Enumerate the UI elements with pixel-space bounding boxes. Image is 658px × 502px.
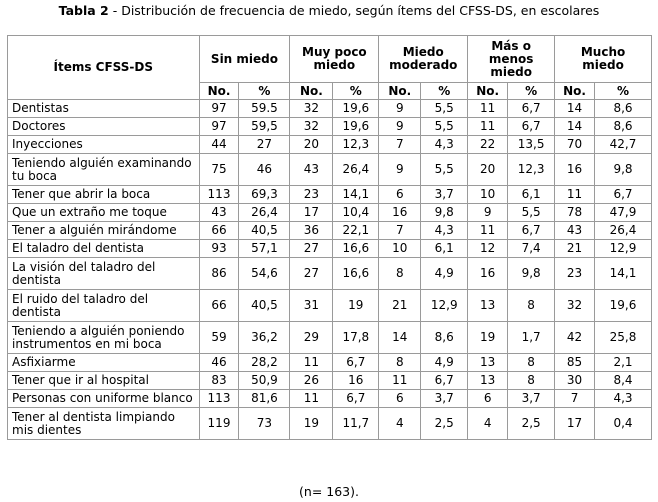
table-row <box>8 290 652 322</box>
header-muy-poco-miedo: Muy poco miedo <box>290 36 379 83</box>
percent-cell: 6,1 <box>421 240 468 258</box>
subheader-no: No. <box>199 83 239 100</box>
percent-cell: 14,1 <box>595 258 652 290</box>
item-name: Teniendo alguién examinando tu boca <box>8 154 200 186</box>
count-cell: 20 <box>468 154 508 186</box>
percent-cell: 5,5 <box>421 154 468 186</box>
count-cell: 21 <box>555 240 595 258</box>
count-cell: 85 <box>555 354 595 372</box>
percent-cell: 6,7 <box>595 186 652 204</box>
percent-cell: 73 <box>239 408 290 440</box>
percent-cell: 40,5 <box>239 290 290 322</box>
table-row <box>8 372 652 390</box>
percent-cell: 5,5 <box>421 118 468 136</box>
subheader-percent: % <box>421 83 468 100</box>
item-name: Dentistas <box>8 100 200 118</box>
table-row <box>8 258 652 290</box>
count-cell: 43 <box>555 222 595 240</box>
count-cell: 66 <box>199 222 239 240</box>
percent-cell: 19,6 <box>333 118 379 136</box>
item-name: Tener que abrir la boca <box>8 186 200 204</box>
count-cell: 13 <box>468 372 508 390</box>
percent-cell: 9,8 <box>421 204 468 222</box>
count-cell: 11 <box>290 354 333 372</box>
count-cell: 19 <box>290 408 333 440</box>
percent-cell: 19,6 <box>595 290 652 322</box>
subheader-no: No. <box>468 83 508 100</box>
header-mas-o-menos-miedo: Más o menos miedo <box>468 36 555 83</box>
item-name: El ruido del taladro del dentista <box>8 290 200 322</box>
count-cell: 11 <box>468 222 508 240</box>
count-cell: 23 <box>555 258 595 290</box>
percent-cell: 69,3 <box>239 186 290 204</box>
percent-cell: 2,5 <box>421 408 468 440</box>
count-cell: 27 <box>290 258 333 290</box>
count-cell: 14 <box>379 322 421 354</box>
count-cell: 29 <box>290 322 333 354</box>
percent-cell: 6,7 <box>333 390 379 408</box>
count-cell: 7 <box>379 222 421 240</box>
header-item: Ítems CFSS-DS <box>8 36 200 100</box>
table-row <box>8 408 652 440</box>
count-cell: 46 <box>199 354 239 372</box>
percent-cell: 7,4 <box>508 240 555 258</box>
item-name: Tener al dentista limpiando mis dientes <box>8 408 200 440</box>
count-cell: 8 <box>379 354 421 372</box>
percent-cell: 50,9 <box>239 372 290 390</box>
percent-cell: 8 <box>508 372 555 390</box>
count-cell: 43 <box>290 154 333 186</box>
count-cell: 97 <box>199 118 239 136</box>
table-row <box>8 354 652 372</box>
item-name: El taladro del dentista <box>8 240 200 258</box>
percent-cell: 19 <box>333 290 379 322</box>
count-cell: 16 <box>468 258 508 290</box>
percent-cell: 9,8 <box>508 258 555 290</box>
count-cell: 6 <box>379 390 421 408</box>
percent-cell: 16 <box>333 372 379 390</box>
subheader-percent: % <box>239 83 290 100</box>
frequency-table <box>7 35 652 440</box>
percent-cell: 12,9 <box>595 240 652 258</box>
item-name: Tener que ir al hospital <box>8 372 200 390</box>
count-cell: 83 <box>199 372 239 390</box>
count-cell: 78 <box>555 204 595 222</box>
percent-cell: 11,7 <box>333 408 379 440</box>
count-cell: 113 <box>199 186 239 204</box>
item-name: Tener a alguién mirándome <box>8 222 200 240</box>
item-name: Teniendo a alguién poniendo instrumentos en mi boca <box>8 322 200 354</box>
count-cell: 42 <box>555 322 595 354</box>
percent-cell: 2,5 <box>508 408 555 440</box>
header-miedo-moderado: Miedo moderado <box>379 36 468 83</box>
count-cell: 31 <box>290 290 333 322</box>
percent-cell: 22,1 <box>333 222 379 240</box>
count-cell: 4 <box>468 408 508 440</box>
percent-cell: 36,2 <box>239 322 290 354</box>
percent-cell: 13,5 <box>508 136 555 154</box>
header-mucho-miedo: Mucho miedo <box>555 36 652 83</box>
percent-cell: 19,6 <box>333 100 379 118</box>
percent-cell: 4,9 <box>421 258 468 290</box>
percent-cell: 6,7 <box>508 118 555 136</box>
percent-cell: 2,1 <box>595 354 652 372</box>
percent-cell: 12,3 <box>333 136 379 154</box>
percent-cell: 14,1 <box>333 186 379 204</box>
count-cell: 20 <box>290 136 333 154</box>
count-cell: 11 <box>468 118 508 136</box>
percent-cell: 59,5 <box>239 118 290 136</box>
percent-cell: 16,6 <box>333 258 379 290</box>
percent-cell: 47,9 <box>595 204 652 222</box>
percent-cell: 8,6 <box>421 322 468 354</box>
count-cell: 9 <box>379 100 421 118</box>
count-cell: 14 <box>555 118 595 136</box>
percent-cell: 5,5 <box>508 204 555 222</box>
table-row <box>8 154 652 186</box>
percent-cell: 8,4 <box>595 372 652 390</box>
table-row <box>8 390 652 408</box>
percent-cell: 8 <box>508 354 555 372</box>
count-cell: 32 <box>290 118 333 136</box>
count-cell: 9 <box>468 204 508 222</box>
count-cell: 75 <box>199 154 239 186</box>
count-cell: 44 <box>199 136 239 154</box>
item-name: Doctores <box>8 118 200 136</box>
percent-cell: 27 <box>239 136 290 154</box>
count-cell: 4 <box>379 408 421 440</box>
count-cell: 26 <box>290 372 333 390</box>
percent-cell: 12,9 <box>421 290 468 322</box>
percent-cell: 9,8 <box>595 154 652 186</box>
count-cell: 22 <box>468 136 508 154</box>
percent-cell: 26,4 <box>595 222 652 240</box>
percent-cell: 8,6 <box>595 118 652 136</box>
item-name: Asfixiarme <box>8 354 200 372</box>
header-sin-miedo: Sin miedo <box>199 36 290 83</box>
table-row <box>8 222 652 240</box>
count-cell: 17 <box>290 204 333 222</box>
table-row <box>8 136 652 154</box>
item-name: Inyecciones <box>8 136 200 154</box>
table-row <box>8 186 652 204</box>
count-cell: 14 <box>555 100 595 118</box>
percent-cell: 26,4 <box>239 204 290 222</box>
percent-cell: 0,4 <box>595 408 652 440</box>
percent-cell: 25,8 <box>595 322 652 354</box>
table-row <box>8 240 652 258</box>
item-name: Que un extraño me toque <box>8 204 200 222</box>
subheader-no: No. <box>555 83 595 100</box>
percent-cell: 4,3 <box>421 136 468 154</box>
count-cell: 9 <box>379 118 421 136</box>
percent-cell: 57,1 <box>239 240 290 258</box>
count-cell: 12 <box>468 240 508 258</box>
percent-cell: 5,5 <box>421 100 468 118</box>
count-cell: 97 <box>199 100 239 118</box>
count-cell: 113 <box>199 390 239 408</box>
item-name: Personas con uniforme blanco <box>8 390 200 408</box>
percent-cell: 28,2 <box>239 354 290 372</box>
table-row <box>8 100 652 118</box>
subheader-no: No. <box>290 83 333 100</box>
count-cell: 66 <box>199 290 239 322</box>
count-cell: 36 <box>290 222 333 240</box>
percent-cell: 4,9 <box>421 354 468 372</box>
subheader-percent: % <box>508 83 555 100</box>
footnote: (n= 163). <box>299 484 359 499</box>
table-row <box>8 118 652 136</box>
count-cell: 27 <box>290 240 333 258</box>
count-cell: 59 <box>199 322 239 354</box>
percent-cell: 4,3 <box>595 390 652 408</box>
percent-cell: 12,3 <box>508 154 555 186</box>
percent-cell: 3,7 <box>421 390 468 408</box>
table-caption-text: - Distribución de frecuencia de miedo, según ítems del CFSS-DS, en escolares <box>108 3 600 18</box>
count-cell: 13 <box>468 354 508 372</box>
item-name: La visión del taladro del dentista <box>8 258 200 290</box>
count-cell: 93 <box>199 240 239 258</box>
count-cell: 32 <box>555 290 595 322</box>
count-cell: 11 <box>290 390 333 408</box>
count-cell: 10 <box>468 186 508 204</box>
percent-cell: 6,7 <box>421 372 468 390</box>
count-cell: 30 <box>555 372 595 390</box>
percent-cell: 54,6 <box>239 258 290 290</box>
count-cell: 9 <box>379 154 421 186</box>
count-cell: 21 <box>379 290 421 322</box>
percent-cell: 6,1 <box>508 186 555 204</box>
percent-cell: 46 <box>239 154 290 186</box>
percent-cell: 6,7 <box>508 222 555 240</box>
table-row <box>8 322 652 354</box>
count-cell: 23 <box>290 186 333 204</box>
count-cell: 70 <box>555 136 595 154</box>
count-cell: 86 <box>199 258 239 290</box>
percent-cell: 6,7 <box>508 100 555 118</box>
count-cell: 16 <box>379 204 421 222</box>
count-cell: 7 <box>379 136 421 154</box>
percent-cell: 3,7 <box>421 186 468 204</box>
count-cell: 10 <box>379 240 421 258</box>
count-cell: 43 <box>199 204 239 222</box>
count-cell: 17 <box>555 408 595 440</box>
percent-cell: 1,7 <box>508 322 555 354</box>
count-cell: 11 <box>379 372 421 390</box>
count-cell: 6 <box>468 390 508 408</box>
percent-cell: 16,6 <box>333 240 379 258</box>
count-cell: 16 <box>555 154 595 186</box>
percent-cell: 17,8 <box>333 322 379 354</box>
count-cell: 8 <box>379 258 421 290</box>
percent-cell: 42,7 <box>595 136 652 154</box>
percent-cell: 59.5 <box>239 100 290 118</box>
count-cell: 6 <box>379 186 421 204</box>
percent-cell: 81,6 <box>239 390 290 408</box>
percent-cell: 40,5 <box>239 222 290 240</box>
count-cell: 119 <box>199 408 239 440</box>
percent-cell: 10,4 <box>333 204 379 222</box>
percent-cell: 8,6 <box>595 100 652 118</box>
percent-cell: 4,3 <box>421 222 468 240</box>
table-caption-label: Tabla 2 <box>58 3 109 18</box>
count-cell: 32 <box>290 100 333 118</box>
percent-cell: 26,4 <box>333 154 379 186</box>
percent-cell: 8 <box>508 290 555 322</box>
table-body <box>8 100 652 440</box>
count-cell: 19 <box>468 322 508 354</box>
count-cell: 11 <box>468 100 508 118</box>
subheader-no: No. <box>379 83 421 100</box>
subheader-percent: % <box>595 83 652 100</box>
percent-cell: 3,7 <box>508 390 555 408</box>
subheader-percent: % <box>333 83 379 100</box>
count-cell: 13 <box>468 290 508 322</box>
percent-cell: 6,7 <box>333 354 379 372</box>
table-row <box>8 204 652 222</box>
count-cell: 7 <box>555 390 595 408</box>
table-caption <box>0 3 658 19</box>
count-cell: 11 <box>555 186 595 204</box>
